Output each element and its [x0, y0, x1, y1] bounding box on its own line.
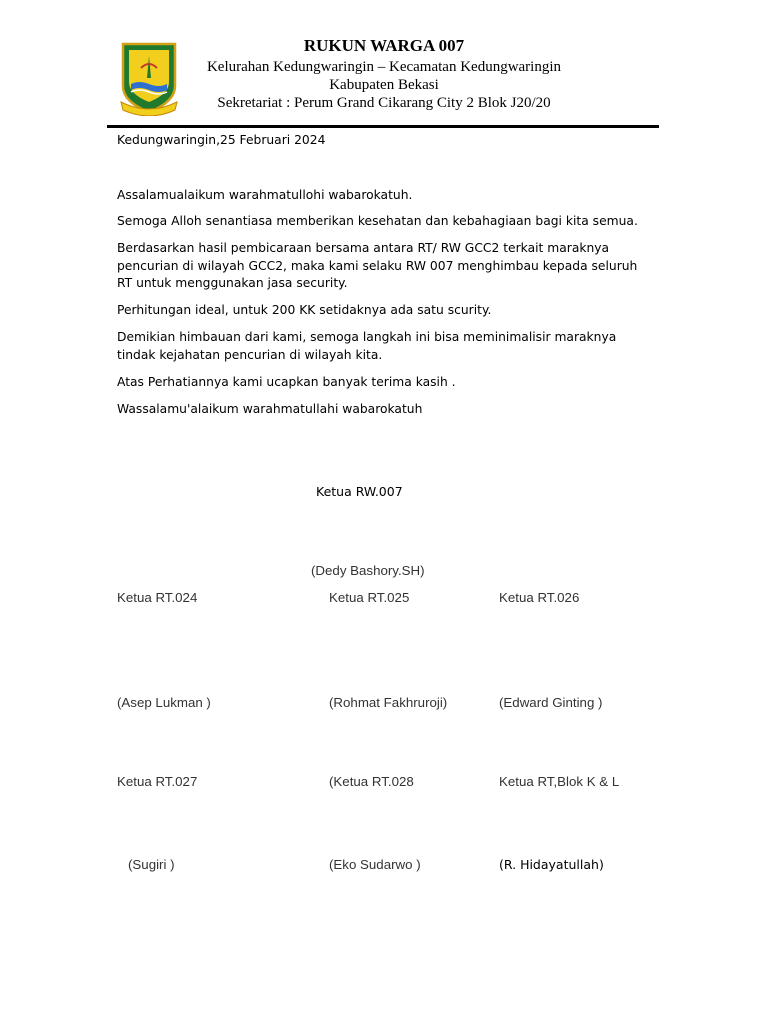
rt027-chair-name: (Sugiri ): [128, 857, 175, 872]
letter-paragraph-5: Atas Perhatiannya kami ucapkan banyak terima kasih .: [117, 375, 456, 389]
rt024-chair-title: Ketua RT.024: [117, 590, 198, 605]
organization-title: RUKUN WARGA 007: [303, 36, 465, 55]
letter-greeting: Assalamualaikum warahmatullohi wabarokatuh.: [117, 188, 413, 202]
rt025-chair-title: Ketua RT.025: [329, 590, 410, 605]
letter-paragraph-4: Demikian himbauan dari kami, semoga langkah ini bisa meminimalisir maraknya tindak kejahatan pencurian di wilayah kita.: [117, 330, 617, 362]
kabupaten-bekasi-emblem: [119, 42, 179, 116]
letter-paragraph-2: Berdasarkan hasil pembicaraan bersama antara RT/ RW GCC2 terkait maraknya pencurian di wilayah GCC2, maka kami selaku RW 007 menghimbau kepada seluruh RT untuk menggunakan jasa security.: [117, 241, 638, 290]
rt025-chair-name: (Rohmat Fakhruroji): [329, 695, 448, 710]
rt-block-kl-chair-title: Ketua RT,Blok K & L: [499, 774, 620, 789]
rt026-chair-name: (Edward Ginting ): [499, 695, 603, 710]
letter-paragraph-3: Perhitungan ideal, untuk 200 KK setidaknya ada satu scurity.: [117, 303, 492, 317]
letter-date: Kedungwaringin,25 Februari 2024: [117, 133, 326, 147]
header-address-line-1: Kelurahan Kedungwaringin – Kecamatan Kedungwaringin: [206, 59, 562, 75]
rt027-chair-title: Ketua RT.027: [117, 774, 198, 789]
rt028-chair-name: (Eko Sudarwo ): [329, 857, 421, 872]
rt-block-kl-chair-name: (R. Hidayatullah): [499, 857, 604, 872]
letter-paragraph-1: Semoga Alloh senantiasa memberikan kesehatan dan kebahagiaan bagi kita semua.: [117, 214, 638, 228]
header-divider: [107, 125, 659, 128]
rw-chair-title: Ketua RW.007: [316, 484, 403, 499]
rt026-chair-title: Ketua RT.026: [499, 590, 580, 605]
header-secretariat-line: Sekretariat : Perum Grand Cikarang City 2 Blok J20/20: [217, 95, 551, 111]
rt028-chair-title: (Ketua RT.028: [329, 774, 414, 789]
header-address-line-2: Kabupaten Bekasi: [329, 77, 439, 93]
letter-closing: Wassalamu'alaikum warahmatullahi wabarokatuh: [117, 402, 423, 416]
rw-chair-name: (Dedy Bashory.SH): [311, 563, 425, 578]
rt024-chair-name: (Asep Lukman ): [117, 695, 211, 710]
